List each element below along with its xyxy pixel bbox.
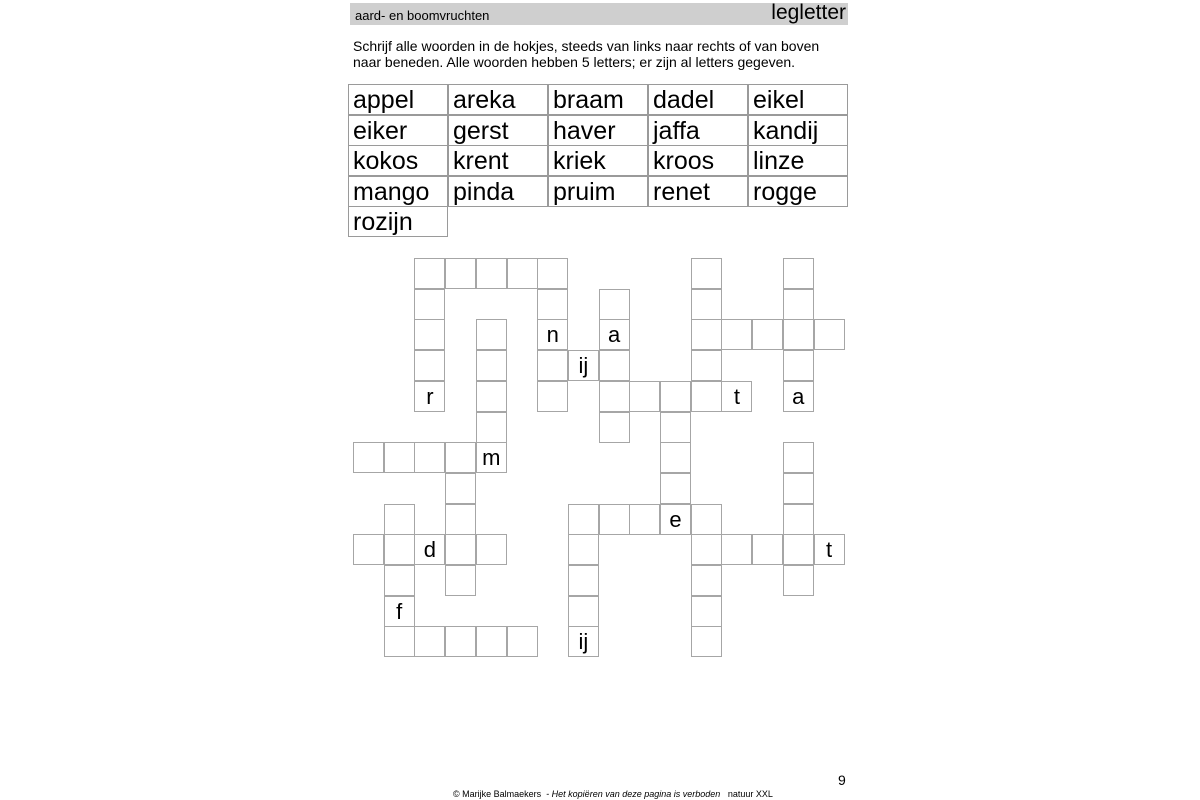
crossword-cell[interactable] bbox=[414, 289, 445, 320]
crossword-cell[interactable] bbox=[445, 473, 476, 504]
footer bbox=[453, 789, 773, 799]
crossword-cell-given[interactable]: n bbox=[537, 319, 568, 350]
crossword-cell[interactable] bbox=[660, 412, 691, 443]
crossword-cell[interactable] bbox=[353, 534, 384, 565]
crossword-cell-given[interactable]: d bbox=[414, 534, 445, 565]
crossword-cell[interactable] bbox=[629, 381, 660, 412]
word-bank-item: jaffa bbox=[648, 115, 748, 146]
crossword-cell[interactable] bbox=[445, 534, 476, 565]
crossword-cell-given[interactable]: t bbox=[721, 381, 752, 412]
crossword-cell[interactable] bbox=[783, 319, 814, 350]
word-bank-item: pinda bbox=[448, 176, 548, 207]
word-bank-item: renet bbox=[648, 176, 748, 207]
word-bank-item: dadel bbox=[648, 84, 748, 115]
crossword-cell[interactable] bbox=[476, 350, 507, 381]
crossword-cell[interactable] bbox=[599, 412, 630, 443]
word-bank-item: kroos bbox=[648, 145, 748, 176]
crossword-cell[interactable] bbox=[384, 504, 415, 535]
word-bank-item: areka bbox=[448, 84, 548, 115]
crossword-cell-given[interactable]: e bbox=[660, 504, 691, 535]
crossword-cell[interactable] bbox=[445, 565, 476, 596]
crossword-cell[interactable] bbox=[384, 442, 415, 473]
word-bank-item: eiker bbox=[348, 115, 448, 146]
word-bank-item: braam bbox=[548, 84, 648, 115]
crossword-cell[interactable] bbox=[599, 350, 630, 381]
crossword-cell[interactable] bbox=[568, 565, 599, 596]
word-bank-item: kriek bbox=[548, 145, 648, 176]
word-bank-item: haver bbox=[548, 115, 648, 146]
crossword-cell[interactable] bbox=[783, 442, 814, 473]
crossword-cell[interactable] bbox=[691, 350, 722, 381]
crossword-cell[interactable] bbox=[721, 319, 752, 350]
word-bank-item: mango bbox=[348, 176, 448, 207]
crossword-cell[interactable] bbox=[537, 258, 568, 289]
crossword-cell[interactable] bbox=[783, 289, 814, 320]
crossword-cell[interactable] bbox=[629, 504, 660, 535]
crossword-cell-given[interactable]: a bbox=[599, 319, 630, 350]
crossword-cell[interactable] bbox=[476, 319, 507, 350]
crossword-cell[interactable] bbox=[752, 534, 783, 565]
crossword-cell[interactable] bbox=[814, 319, 845, 350]
footer-series: natuur XXL bbox=[727, 789, 773, 799]
crossword-cell[interactable] bbox=[691, 381, 722, 412]
crossword-cell[interactable] bbox=[783, 258, 814, 289]
crossword-cell[interactable] bbox=[783, 565, 814, 596]
crossword-cell[interactable] bbox=[537, 289, 568, 320]
crossword-cell[interactable] bbox=[476, 534, 507, 565]
category-title: aard- en boomvruchten bbox=[355, 8, 490, 23]
crossword-cell[interactable] bbox=[783, 350, 814, 381]
crossword-cell[interactable] bbox=[568, 504, 599, 535]
crossword-cell[interactable] bbox=[414, 442, 445, 473]
crossword-cell-given[interactable]: r bbox=[414, 381, 445, 412]
crossword-cell[interactable] bbox=[414, 258, 445, 289]
crossword-cell[interactable] bbox=[691, 534, 722, 565]
instructions-text: Schrijf alle woorden in de hokjes, steeds van links naar rechts of van boven naar beneden. Alle woorden hebben 5 letters; er zijn al letters gegeven. bbox=[353, 38, 820, 70]
crossword-cell[interactable] bbox=[445, 504, 476, 535]
header-bar bbox=[350, 3, 848, 25]
crossword-cell[interactable] bbox=[414, 626, 445, 657]
crossword-cell[interactable] bbox=[537, 381, 568, 412]
word-bank-item: kokos bbox=[348, 145, 448, 176]
crossword-cell[interactable] bbox=[507, 626, 538, 657]
crossword-cell[interactable] bbox=[445, 442, 476, 473]
crossword-cell-given[interactable]: f bbox=[384, 596, 415, 627]
crossword-cell[interactable] bbox=[476, 412, 507, 443]
crossword-cell[interactable] bbox=[721, 534, 752, 565]
page-number: 9 bbox=[838, 772, 846, 788]
footer-notice: - Het kopiëren van deze pagina is verboden bbox=[546, 789, 721, 799]
word-bank-item: kandij bbox=[748, 115, 848, 146]
crossword-cell-given[interactable]: m bbox=[476, 442, 507, 473]
crossword-cell-given[interactable]: t bbox=[814, 534, 845, 565]
crossword-cell[interactable] bbox=[691, 258, 722, 289]
footer-copyright: © Marijke Balmaekers bbox=[453, 789, 542, 799]
crossword-cell[interactable] bbox=[599, 504, 630, 535]
word-bank-item: linze bbox=[748, 145, 848, 176]
crossword-cell-given[interactable]: ij bbox=[568, 350, 599, 381]
puzzle-type-title: legletter bbox=[771, 1, 846, 24]
crossword-cell[interactable] bbox=[568, 534, 599, 565]
word-bank-item: krent bbox=[448, 145, 548, 176]
word-bank-item: gerst bbox=[448, 115, 548, 146]
crossword-cell[interactable] bbox=[476, 381, 507, 412]
crossword-cell[interactable] bbox=[660, 381, 691, 412]
crossword-cell[interactable] bbox=[691, 319, 722, 350]
crossword-cell[interactable] bbox=[384, 534, 415, 565]
crossword-cell-given[interactable]: ij bbox=[568, 626, 599, 657]
crossword-cell[interactable] bbox=[384, 626, 415, 657]
crossword-cell[interactable] bbox=[507, 258, 538, 289]
word-bank-item: appel bbox=[348, 84, 448, 115]
crossword-cell[interactable] bbox=[537, 350, 568, 381]
crossword-cell[interactable] bbox=[445, 626, 476, 657]
word-bank-item: pruim bbox=[548, 176, 648, 207]
crossword-cell[interactable] bbox=[660, 442, 691, 473]
crossword-cell[interactable] bbox=[783, 504, 814, 535]
crossword-cell[interactable] bbox=[476, 258, 507, 289]
crossword-cell[interactable] bbox=[414, 350, 445, 381]
word-bank-item: rozijn bbox=[348, 206, 448, 237]
crossword-cell[interactable] bbox=[445, 258, 476, 289]
crossword-cell[interactable] bbox=[783, 534, 814, 565]
crossword-cell[interactable] bbox=[476, 626, 507, 657]
crossword-cell[interactable] bbox=[783, 473, 814, 504]
crossword-cell[interactable] bbox=[691, 565, 722, 596]
crossword-cell[interactable] bbox=[660, 473, 691, 504]
crossword-cell[interactable] bbox=[691, 626, 722, 657]
crossword-cell[interactable] bbox=[691, 289, 722, 320]
crossword-cell[interactable] bbox=[414, 319, 445, 350]
word-bank-item: eikel bbox=[748, 84, 848, 115]
word-bank-item: rogge bbox=[748, 176, 848, 207]
crossword-cell[interactable] bbox=[384, 565, 415, 596]
crossword-cell[interactable] bbox=[568, 596, 599, 627]
crossword-cell[interactable] bbox=[599, 289, 630, 320]
crossword-cell[interactable] bbox=[353, 442, 384, 473]
crossword-cell[interactable] bbox=[752, 319, 783, 350]
crossword-cell[interactable] bbox=[691, 504, 722, 535]
crossword-cell[interactable] bbox=[691, 596, 722, 627]
crossword-cell[interactable] bbox=[599, 381, 630, 412]
crossword-cell-given[interactable]: a bbox=[783, 381, 814, 412]
